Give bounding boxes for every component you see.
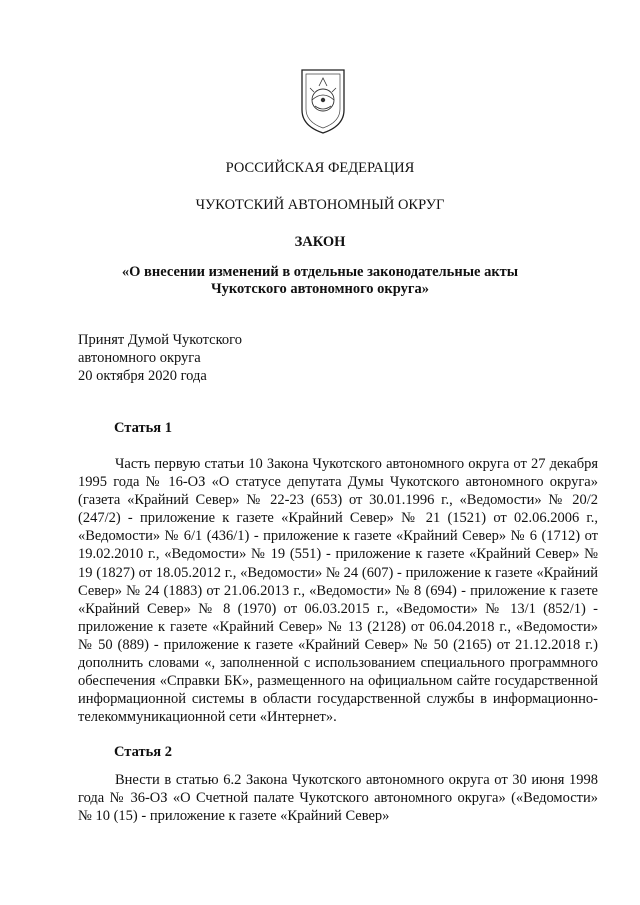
- federation-heading: РОССИЙСКАЯ ФЕДЕРАЦИЯ: [225, 160, 415, 176]
- coat-of-arms-emblem: [298, 66, 348, 136]
- law-title-line: «О внесении изменений в отдельные законодательные акты: [121, 264, 519, 280]
- adoption-date: 20 октября 2020 года: [78, 368, 207, 384]
- article-2-heading: Статья 2: [114, 744, 172, 760]
- article-2-text: Внести в статью 6.2 Закона Чукотского автономного округа от 30 июня 1998 года № 36-ОЗ «О Счетной палате Чукотского автономного округа» («Ведомости» № 10 (15) - приложение к газете «Крайний Север»: [78, 772, 598, 825]
- adoption-line: Принят Думой Чукотского: [78, 332, 243, 348]
- law-title: [0, 264, 640, 298]
- region-heading: ЧУКОТСКИЙ АВТОНОМНЫЙ ОКРУГ: [195, 197, 445, 213]
- adoption-line: автономного округа: [78, 350, 201, 366]
- adoption-block: [78, 331, 242, 385]
- article-1-text: Часть первую статьи 10 Закона Чукотского автономного округа от 27 декабря 1995 года № 16-ОЗ «О статусе депутата Думы Чукотского автономного округа» (газета «Крайний Север» № 22-23 (653) от 30.01.1996 г., «Ведомости» № 20/2 (247/2) - приложение к газете «Крайний Север» № 21 (1521) от 02.06.2006 г., «Ведомости» № 6/1 (436/1) - приложение к газете «Крайний Север» № 6 (1712) от 19.02.2010 г., «Ведомости» № 19 (551) - приложение к газете «Крайний Север» № 19 (1827) от 18.05.2012 г., «Ведомости» № 24 (607) - приложение к газете «Крайний Север» № 24 (1883) от 21.06.2013 г., «Ведомости» № 8 (694) - приложение к газете «Крайний Север» № 8 (1970) от 06.03.2015 г., «Ведомости» № 13/1 (852/1) - приложение к газете «Крайний Север» № 13 (2128) от 06.04.2018 г., «Ведомости» № 50 (889) - приложение к газете «Крайний Север» № 50 (2165) от 21.12.2018 г.) дополнить словами «, заполненной с использованием специального программного обеспечения «Справки БК», размещенного на официальном сайте государственной информационной системы в области государственной службы в информационно-телекоммуникационной сети «Интернет».: [78, 456, 598, 726]
- law-title-line: Чукотского автономного округа»: [211, 281, 429, 297]
- doc-type-heading: ЗАКОН: [294, 234, 346, 250]
- article-1-heading: Статья 1: [114, 420, 172, 436]
